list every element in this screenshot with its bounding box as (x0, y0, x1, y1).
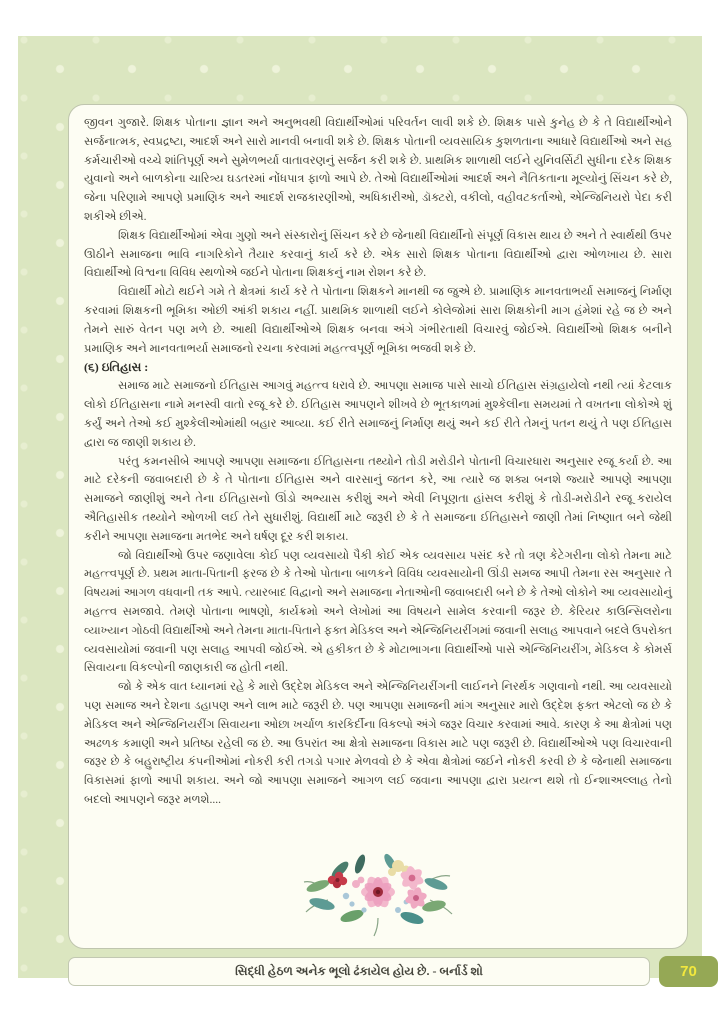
paragraph: વિદ્યાર્થી મોટો થઈને ગમે તે ક્ષેત્રમાં કાર્ય કરે તે પોતાના શિક્ષકને માનથી જ જુએ છે. પ્રામાણિક માનવતાભર્યા સમાજનું નિર્માણ કરવામાં શિક્ષકની ભૂમિકા ઓછી આંકી શકાય નહીં. પ્રાથમિક શાળાથી લઈને કોલેજોમાં સારા શિક્ષકોની માગ હંમેશાં રહે જ છે અને તેમને સારું વેતન પણ મળે છે. આથી વિદ્યાર્થીઓએ શિક્ષક બનવા અંગે ગંભીરતાથી વિચારવું જોઈએ. વિદ્યાર્થીઓ શિક્ષક બનીને પ્રમાણિક અને માનવતાભર્યા સમાજનો રચના કરવામાં મહત્ત્વપૂર્ણ ભૂમિકા ભજવી શકે છે. (84, 286, 672, 355)
footer-quote-text: સિદ્ધી હેઠળ અનેક ભૂલો ઢંકાયેલ હોય છે. - બર્નાર્ડ શો (235, 964, 483, 978)
paragraph: જો કે એક વાત ધ્યાનમાં રહે કે મારો ઉદ્દેશ મેડિકલ અને એન્જિનિયરીંગની લાઈનને નિરર્થક ગણવાનો નથી. આ વ્યવસાયો પણ સમાજ અને દેશના ડહાપણ અને લાભ માટે જરૂરી છે. પણ આપણા સમાજની માંગ અનુસાર મારો ઉદ્દેશ ફક્ત એટલો જ છે કે મેડિકલ અને એન્જિનિયરીંગ સિવાયના ઓછા ખર્ચાળ કારકિર્દીના વિકલ્પો અંગે જરૂર વિચાર કરવામાં આવે. કારણ કે આ ક્ષેત્રોમાં પણ અઢળક કમાણી અને પ્રતિષ્ઠા રહેલી જ છે. આ ઉપરાંત આ ક્ષેત્રો સમાજના વિકાસ માટે પણ જરૂરી છે. વિદ્યાર્થીઓએ પણ વિચારવાની જરૂર છે કે બહુરાષ્ટ્રીય કંપનીઓમાં નોકરી કરી તગડો પગાર મેળવવો છે કે એવા ક્ષેત્રોમાં જઈને નોકરી કરવી છે કે જેનાથી સમાજના વિકાસમાં ફાળો આપી શકાય. અને જો આપણા સમાજને આગળ લઈ જવાના આપણા દ્વારા પ્રયત્ન થશે તો ઈન્શાઅલ્લાહ તેનો બદલો આપણને જરૂર મળશે.... (84, 681, 672, 806)
paragraph: સમાજ માટે સમાજનો ઈતિહાસ આગવું મહત્ત્વ ધરાવે છે. આપણા સમાજ પાસે સાચો ઈતિહાસ સંગ્રહાયેલો નથી ત્યાં કેટલાક લોકો ઈતિહાસના નામે મનસ્વી વાતો રજૂ કરે છે. ઈતિહાસ આપણને શીખવે છે ભૂતકાળમાં મુશ્કેલીના સમયમાં તે વખતના લોકોએ શું કર્યું અને તેઓ કઈ મુશ્કેલીઓમાંથી બહાર આવ્યા. કઈ રીતે સમાજનું નિર્માણ થયું અને કઈ રીતે તેમનું પતન થયું તે પણ ઈતિહાસ દ્વારા જ જાણી શકાય છે. (84, 380, 672, 449)
flower-decoration (69, 852, 687, 940)
page-number-badge (659, 956, 718, 987)
paragraph: જો વિદ્યાર્થીઓ ઉપર જણાવેલા કોઈ પણ વ્યવસાયો પૈકી કોઈ એક વ્યવસાય પસંદ કરે તો ત્રણ કેટેગરીના લોકો તેમના માટે મહત્ત્વપૂર્ણ છે. પ્રથમ માતા-પિતાની ફરજ છે કે તેઓ પોતાના બાળકને વિવિધ વ્યવસાયોની ઊંડી સમજ આપી તેમના રસ અનુસાર તે વિષયમાં આગળ વધવાની તક આપે. ત્યારબાદ વિદ્વાનો અને સમાજના નેતાઓની જવાબદારી બને છે કે તેઓ લોકોને આ વ્યવસાયોનું મહત્ત્વ સમજાવે. તેમણે પોતાના ભાષણો, કાર્યક્રમો અને લેખોમાં આ વિષયને સામેલ કરવાની જરૂર છે. કેરિયર કાઉન્સિલરોના વ્યાખ્યાન ગોઠવી વિદ્યાર્થીઓ અને તેમના માતા-પિતાને ફક્ત મેડિકલ અને એન્જિનિયરીંગમાં જવાની સલાહ આપવાને બદલે ઉપરોક્ત વ્યવસાયોમાં જવાની પણ સલાહ આપવી જોઈએ. એ હકીકત છે કે મોટાભાગના વિદ્યાર્થીઓ પાસે એન્જિનિયરીંગ, મેડિકલ કે કોમર્સ સિવાયના વિકલ્પોની જાણકારી જ હોતી નથી. (84, 549, 672, 675)
page-number: 70 (680, 963, 697, 980)
page-background-panel (18, 36, 702, 978)
flower-bouquet-icon (294, 852, 462, 940)
content-card (68, 104, 688, 949)
paragraph: શિક્ષક વિદ્યાર્થીઓમાં એવા ગુણો અને સંસ્કારોનું સિંચન કરે છે જેનાથી વિદ્યાર્થીનો સંપૂર્ણ વિકાસ થાય છે અને તે સ્વાર્થથી ઉપર ઊઠીને સમાજના ભાવિ નાગરિકોને તૈયાર કરવાનું કાર્ય કરે છે. એક સારો શિક્ષક પોતાના વિદ્યાર્થીઓ દ્વારા ઓળખાય છે. સારા વિદ્યાર્થીઓ વિશ્વના વિવિધ સ્થળોએ જઈને પોતાના શિક્ષકનું નામ રોશન કરે છે. (84, 229, 672, 280)
paragraph: જીવન ગુજારે. શિક્ષક પોતાના જ્ઞાન અને અનુભવથી વિદ્યાર્થીઓમાં પરિવર્તન લાવી શકે છે. શિક્ષક પાસે કુનેહ છે કે તે વિદ્યાર્થીઓને સર્જનાત્મક, સ્વપ્રદ્રષ્ટા, આદર્શ અને સારો માનવી બનાવી શકે છે. શિક્ષક પોતાની વ્યવસાયિક કુશળતાના આધારે વિદ્યાર્થીઓ અને સહ કર્મચારીઓ વચ્ચે શાંતિપૂર્ણ અને સુમેળભર્યા વાતાવરણનું સર્જન કરી શકે છે. પ્રાથમિક શાળાથી લઈને યુનિવર્સિટી સુધીના દરેક શિક્ષક યુવાનો અને બાળકોના ચારિત્ર્ય ઘડતરમાં નોંધપાત્ર ફાળો આપે છે. તેઓ વિદ્યાર્થીઓમાં આદર્શ અને નૈતિકતાના મૂલ્યોનું સિંચન કરે છે, જેના પરિણામે આપણે પ્રમાણિક અને આદર્શ રાજકારણીઓ, અધિકારીઓ, ડૉક્ટરો, વકીલો, વહીવટકર્તાઓ, એન્જિનિયરો પેદા કરી શકીએ છીએ. (84, 117, 672, 223)
section-heading-history: (૬) ઇતિહાસ : (84, 360, 149, 375)
footer-quote-bar (68, 957, 650, 986)
paragraph: પરંતુ કમનસીબે આપણે આપણા સમાજના ઈતિહાસના તથ્યોને તોડી મરોડીને પોતાની વિચારધારા અનુસાર રજૂ કર્યા છે. આ માટે દરેકની જવાબદારી છે કે તે પોતાના ઈતિહાસ અને વારસાનું જતન કરે, આ ત્યારે જ શક્ય બનશે જ્યારે આપણે આપણા સમાજને જાણીશું અને તેના ઈતિહાસનો ઊંડો અભ્યાસ કરીશું અને એવી નિપૂણતા હાંસલ કરીશું કે તોડી-મરોડીને રજૂ કરાયેલ ઐતિહાસીક તથ્યોને ઓળખી લઈ તેને સુધારીશું. વિદ્યાર્થી માટે જરૂરી છે કે તે સમાજના ઈતિહાસને જાણી તેમાં નિષ્ણાત બને જેથી કરીને આપણા સમાજના મતભેદ અને ઘર્ષણ દૂર કરી શકાય. (84, 455, 672, 543)
